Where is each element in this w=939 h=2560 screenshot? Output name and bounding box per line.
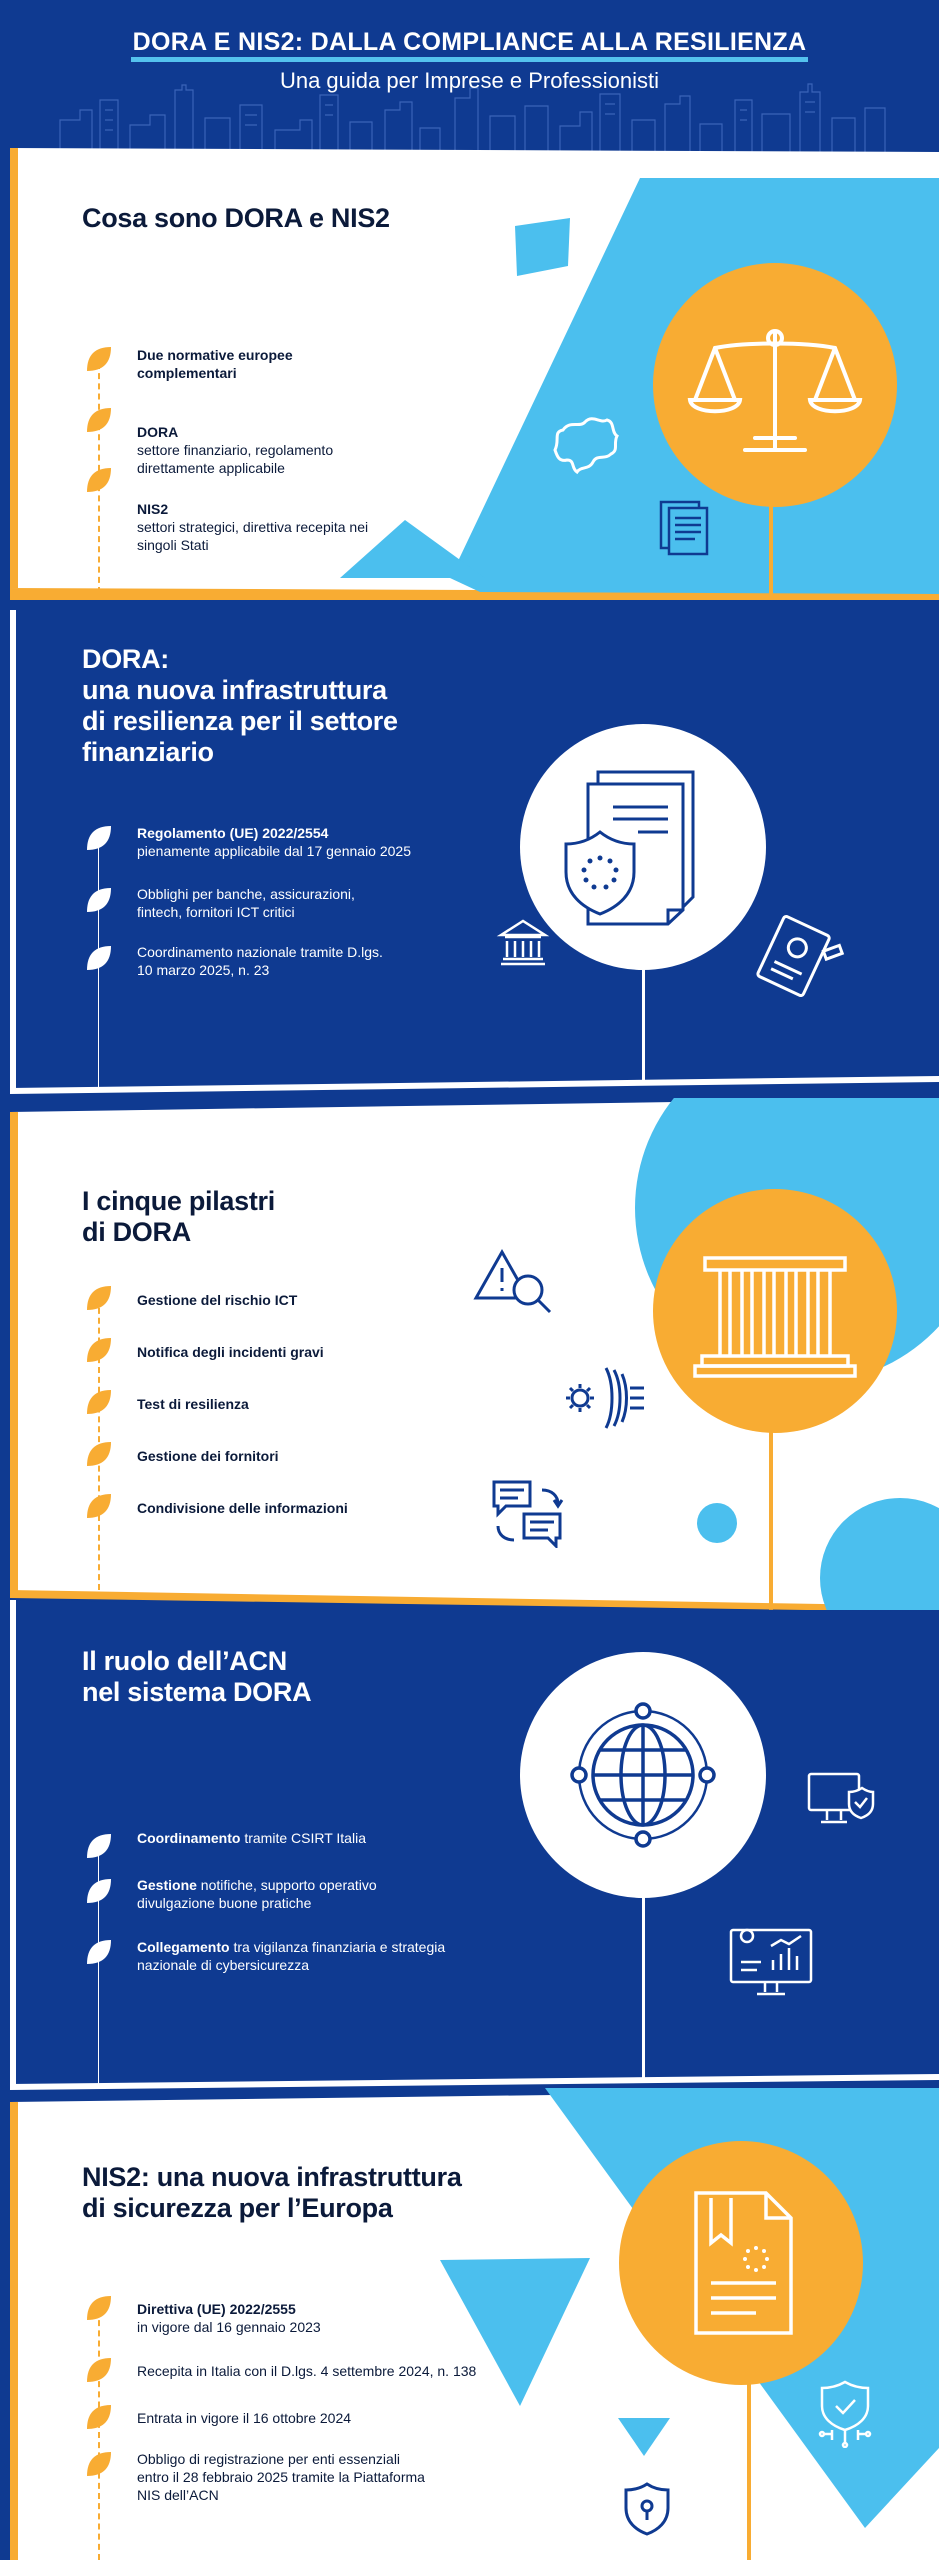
leaf-bullet — [85, 886, 113, 914]
chat-sharing-icon — [490, 1478, 570, 1548]
section-what-are-dora-nis2 — [10, 148, 939, 600]
scales-icon — [650, 260, 900, 510]
leaf-bullet — [85, 1492, 113, 1520]
documents-icon — [655, 498, 715, 558]
leaf-bullet — [85, 824, 113, 852]
section-2-item-1: Regolamento (UE) 2022/2554 pienamente applicabile dal 17 gennaio 2025 — [137, 825, 411, 859]
leaf-bullet — [85, 406, 113, 434]
page-subtitle: Una guida per Imprese e Professionisti — [279, 68, 660, 93]
bank-icon — [495, 915, 551, 971]
leaf-bullet — [85, 1832, 113, 1860]
section-5-item-1: Direttiva (UE) 2022/2555 in vigore dal 16 gennaio 2023 — [137, 2301, 321, 2335]
section-acn-role — [10, 1600, 939, 2090]
leaf-bullet — [85, 1877, 113, 1905]
section-4-item-2: Gestione notifiche, supporto operativo divulgazione buone pratiche — [137, 1877, 377, 1911]
section-2-item-3: Coordinamento nazionale tramite D.lgs. 10 marzo 2025, n. 23 — [137, 944, 383, 978]
section-3-title: I cinque pilastri di DORA — [82, 1186, 275, 1247]
section-4-title: Il ruolo dell’ACN nel sistema DORA — [82, 1646, 312, 1707]
pillar-information-sharing: Condivisione delle informazioni — [137, 1500, 348, 1516]
section-2-title: DORA: una nuova infrastruttura di resilienza per il settore finanziario — [82, 644, 398, 767]
leaf-bullet — [85, 2294, 113, 2322]
monitor-shield-icon — [805, 1770, 875, 1834]
section-1-item-2: DORA settore finanziario, regolamento direttamente applicabile — [137, 424, 334, 476]
leaf-bullet — [85, 1440, 113, 1468]
section-5-item-2: Recepita in Italia con il D.lgs. 4 settembre 2024, n. 138 — [137, 2363, 477, 2379]
pillar-supplier-management: Gestione dei fornitori — [137, 1448, 279, 1464]
leaf-bullet — [85, 944, 113, 972]
section-dora-infrastructure — [10, 610, 939, 1100]
leaf-bullet — [85, 1336, 113, 1364]
section-5-item-3: Entrata in vigore il 16 ottobre 2024 — [137, 2410, 352, 2426]
leaf-bullet — [85, 1938, 113, 1966]
lock-shield-icon — [622, 2480, 672, 2540]
pillar-incident-notification: Notifica degli incidenti gravi — [137, 1344, 324, 1360]
pillars-icon — [650, 1186, 900, 1436]
europe-map-icon — [545, 410, 625, 480]
section-2-item-2: Obblighi per banche, assicurazioni, fintech, fornitori ICT critici — [137, 886, 355, 920]
leaf-bullet — [85, 2403, 113, 2431]
header — [0, 0, 939, 150]
section-5-title: NIS2: una nuova infrastruttura di sicurezza per l’Europa — [82, 2162, 462, 2223]
section-1-title: Cosa sono DORA e NIS2 — [82, 203, 390, 233]
section-five-pillars — [10, 1098, 939, 1610]
section-nis2-infrastructure — [10, 2088, 939, 2560]
pillar-resilience-testing: Test di resilienza — [137, 1396, 249, 1412]
leaf-bullet — [85, 2450, 113, 2478]
section-1-item-3: NIS2 settori strategici, direttiva recepita nei singoli Stati — [137, 501, 369, 553]
section-4-item-1: Coordinamento tramite CSIRT Italia — [137, 1830, 366, 1846]
gear-signal-icon — [558, 1358, 648, 1438]
signed-contract-icon — [745, 910, 845, 1010]
leaf-bullet — [85, 1284, 113, 1312]
leaf-bullet — [85, 345, 113, 373]
page-title: DORA E NIS2: DALLA COMPLIANCE ALLA RESILIENZA — [0, 28, 939, 57]
directive-document-icon — [616, 2138, 866, 2388]
risk-search-icon — [472, 1246, 562, 1326]
section-1-item-1: Due normative europee complementari — [137, 347, 293, 381]
globe-network-icon — [518, 1650, 768, 1900]
pillar-risk-management: Gestione del rischio ICT — [137, 1292, 298, 1308]
section-5-item-4: Obbligo di registrazione per enti essenziali entro il 28 febbraio 2025 tramite la Piattaforma NIS dell’ACN — [137, 2451, 425, 2503]
leaf-bullet — [85, 1388, 113, 1416]
leaf-bullet — [85, 466, 113, 494]
section-5-timeline — [98, 2310, 100, 2560]
shield-circuit-icon — [810, 2378, 880, 2448]
regulation-shield-icon — [518, 722, 768, 972]
section-4-item-3: Collegamento tra vigilanza finanziaria e strategia nazionale di cybersicurezza — [137, 1939, 446, 1973]
leaf-bullet — [85, 2356, 113, 2384]
dashboard-analytics-icon — [725, 1920, 821, 2000]
